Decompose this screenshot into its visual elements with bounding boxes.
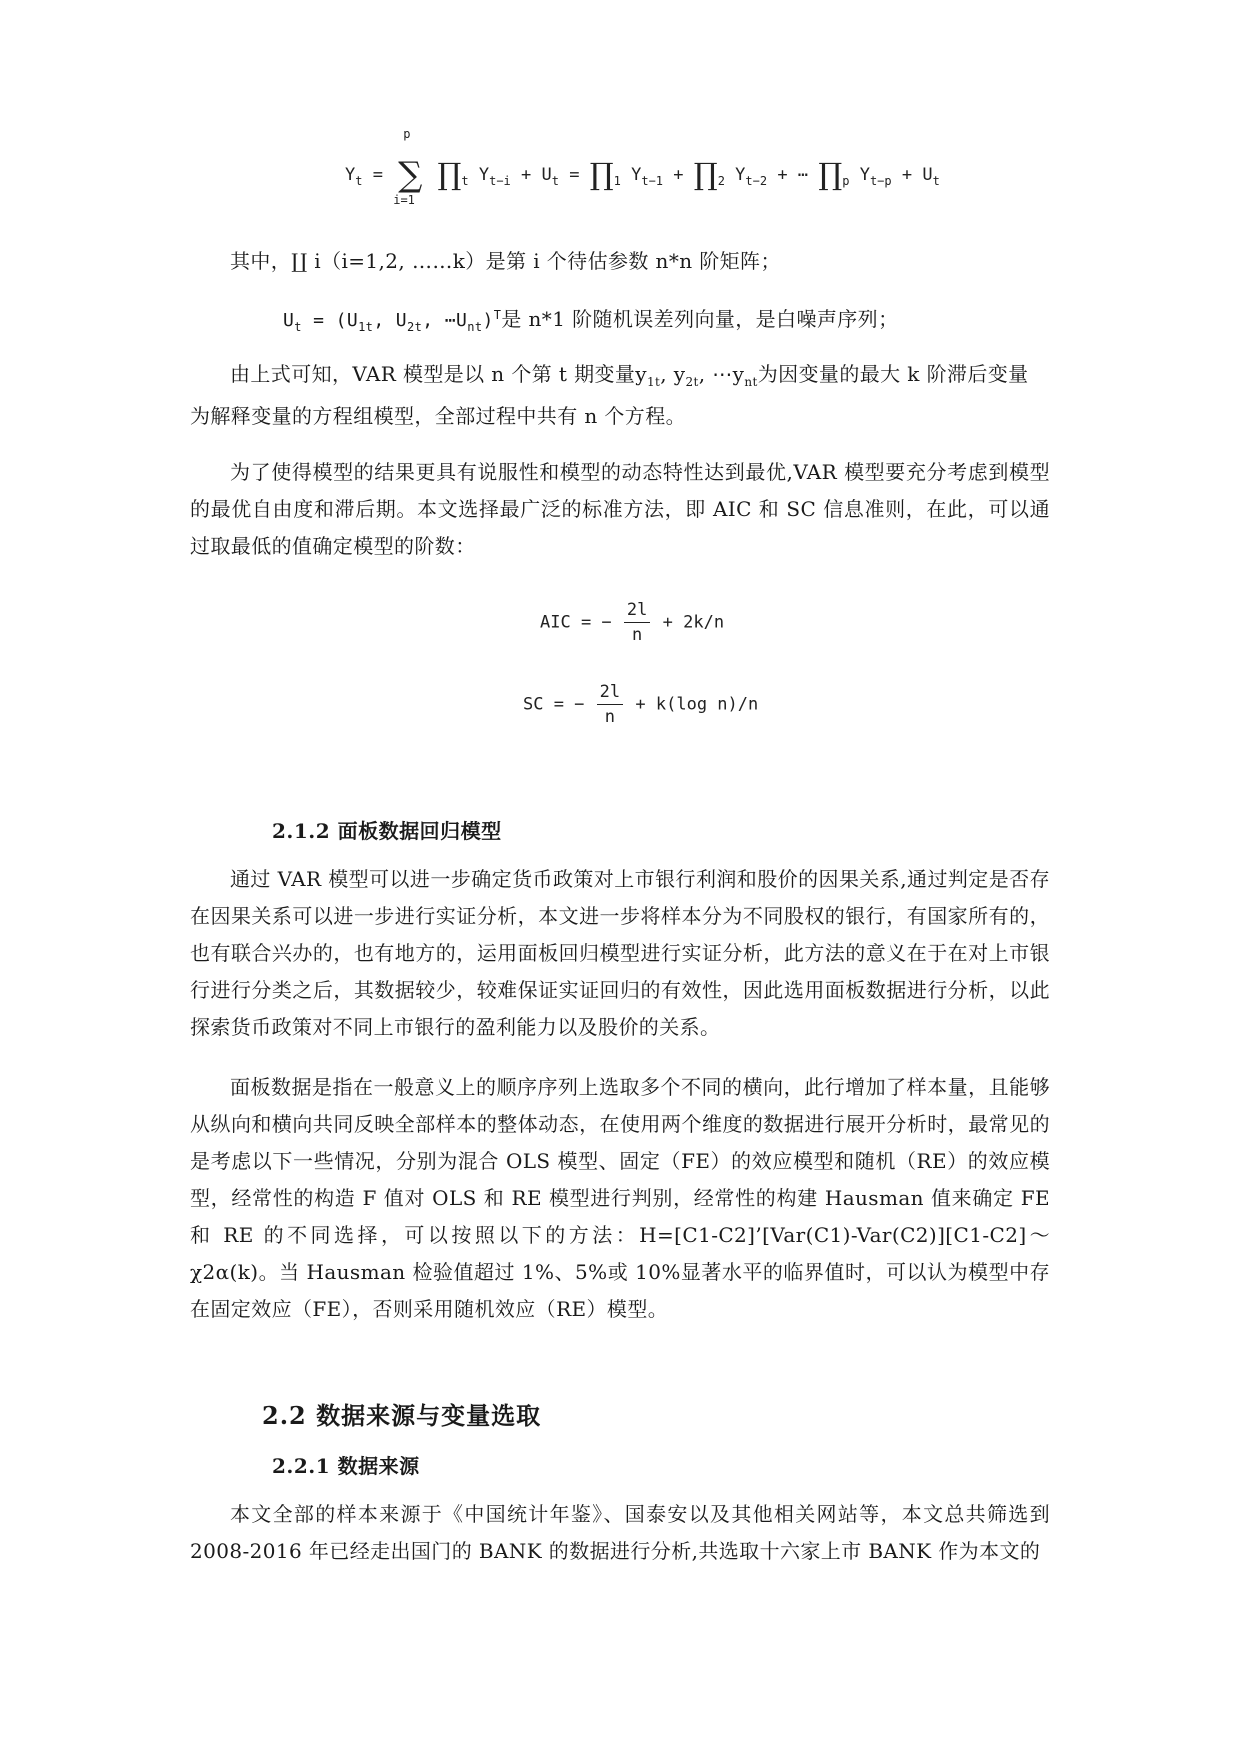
u-prefix: U bbox=[283, 310, 295, 331]
eq-lhs-sub: t bbox=[355, 174, 363, 188]
eq-lhs: Y bbox=[345, 165, 356, 185]
eq-term1-sub: t bbox=[461, 174, 469, 188]
eq-tail-sub: t bbox=[932, 174, 940, 188]
eq-term1-y-sub: t−i bbox=[489, 174, 511, 188]
para1-line2: 为解释变量的方程组模型，全部过程中共有 n 个方程。 bbox=[190, 404, 686, 428]
eq-y1-sub: t−1 bbox=[641, 174, 664, 188]
heading-2-2-1: 2.2.1 数据来源 bbox=[272, 1454, 420, 1478]
heading-2-1-2: 2.1.2 面板数据回归模型 bbox=[272, 819, 502, 843]
u-close: ) bbox=[482, 310, 494, 331]
para1-s1: 1t bbox=[647, 375, 661, 389]
var-equation: $Y_t$ = p ∑ i=1 $\prod_t$ $Y_{t-i} + U_t$ = $\prod_1$ $Y_{t-1}$ + $\prod_2$ $Y_{t-2}$ + ⋯ $\prod_p$ $Y_{t-p} + U_t$ bbox=[345, 127, 940, 207]
sc-num: 2l bbox=[597, 682, 623, 705]
sc-lhs: SC = − bbox=[523, 694, 585, 715]
u-eq: = (U bbox=[301, 310, 359, 331]
para1-s2: 2t bbox=[685, 375, 699, 389]
para1-line1 bbox=[230, 358, 1029, 387]
aic-den: n bbox=[632, 625, 643, 645]
sum-bottom: i=1 bbox=[393, 193, 415, 207]
u-definition bbox=[283, 303, 898, 332]
u-s3: nt bbox=[467, 320, 483, 334]
eq-u-sub: t bbox=[551, 174, 559, 188]
aic-lhs: AIC = − bbox=[540, 612, 612, 633]
eq-y2-sub: t−2 bbox=[745, 174, 768, 188]
u-sup: T bbox=[493, 308, 502, 322]
eq-dots: + ⋯ bbox=[777, 165, 809, 185]
aic-num: 2l bbox=[624, 600, 650, 623]
eq-pi2-sub: 2 bbox=[717, 174, 725, 188]
u-text: 是 n*1 阶随机误差列向量，是白噪声序列； bbox=[501, 307, 899, 331]
para1-c: , ⋯y bbox=[698, 362, 745, 386]
u-c1: , U bbox=[373, 310, 408, 331]
u-c2: , ⋯U bbox=[422, 310, 468, 331]
aic-rhs: + 2k/n bbox=[662, 612, 725, 633]
eq-pi1-sub: 1 bbox=[613, 174, 621, 188]
eq-equals-2: = bbox=[569, 165, 580, 185]
eq-yp-sub: t−p bbox=[869, 174, 892, 188]
para3: 通过 VAR 模型可以进一步确定货币政策对上市银行利润和股价的因果关系,通过判定是否存在因果关系可以进一步进行实证分析，本文进一步将样本分为不同股权的银行，有国家所有的，也有联合兴办的，也有地方的，运用面板回归模型进行实证分析，此方法的意义在于在对上市银行进行分类之后，其数据较少，较难保证实证回归的有效性，因此选用面板数据进行分析，以此探索货币政策对不同上市银行的盈利能力以及股价的关系。 bbox=[190, 867, 1050, 1039]
para2: 为了使得模型的结果更具有说服性和模型的动态特性达到最优,VAR 模型要充分考虑到模型的最优自由度和滞后期。本文选择最广泛的标准方法，即 AIC 和 SC 信息准则，在此，可以通过取最低的值确定模型的阶数： bbox=[190, 460, 1050, 558]
para1-s3: nt bbox=[744, 375, 758, 389]
para5: 本文全部的样本来源于《中国统计年鉴》、国泰安以及其他相关网站等，本文总共筛选到 2008-2016 年已经走出国门的 BANK 的数据进行分析,共选取十六家上市 BANK 作为本文的 bbox=[190, 1502, 1050, 1563]
para4: 面板数据是指在一般意义上的顺序序列上选取多个不同的横向，此行增加了样本量，且能够从纵向和横向共同反映全部样本的整体动态，在使用两个维度的数据进行展开分析时，最常见的是考虑以下一些情况，分别为混合 OLS 模型、固定（FE）的效应模型和随机（RE）的效应模型，经常性的构造 F 值对 OLS 和 RE 模型进行判别，经常性的构建 Hausman 值来确定 FE 和 RE 的不同选择，可以按照以下的方法：H=[C1-C2]’[Var(C1)-Var(C2)][C1-C2]～χ2α(k)。当 Hausman 检验值超过 1%、5%或 10%显著水平的临界值时，可以认为模型中存在固定效应（FE），否则采用随机效应（RE）模型。 bbox=[190, 1075, 1050, 1321]
eq-tail: + U bbox=[901, 165, 933, 185]
para1-d: 为因变量的最大 k 阶滞后变量 bbox=[757, 362, 1029, 386]
sc-rhs: + k(log n)/n bbox=[635, 694, 759, 715]
aic-equation bbox=[540, 600, 724, 645]
eq-pip-sub: p bbox=[842, 174, 850, 188]
sum-operator: p ∑ i=1 bbox=[393, 127, 423, 207]
sum-top: p bbox=[403, 127, 411, 141]
eq-plus-u: + U bbox=[521, 165, 552, 185]
pi-definition: 其中，∐ i（i=1,2, ……k）是第 i 个待估参数 n*n 阶矩阵； bbox=[230, 249, 781, 273]
u-prefix-sub: t bbox=[294, 320, 302, 334]
heading-2-2: 2.2 数据来源与变量选取 bbox=[262, 1401, 542, 1430]
u-s2: 2t bbox=[407, 320, 423, 334]
eq-term1-y: Y bbox=[478, 165, 490, 185]
para1-a: 由上式可知，VAR 模型是以 n 个第 t 期变量y bbox=[230, 362, 647, 386]
sc-den: n bbox=[604, 707, 616, 727]
para1-b: , y bbox=[660, 362, 686, 386]
aic-fraction bbox=[624, 600, 650, 645]
u-s1: 1t bbox=[358, 320, 374, 334]
sc-equation bbox=[523, 682, 758, 727]
sc-fraction bbox=[597, 682, 623, 727]
